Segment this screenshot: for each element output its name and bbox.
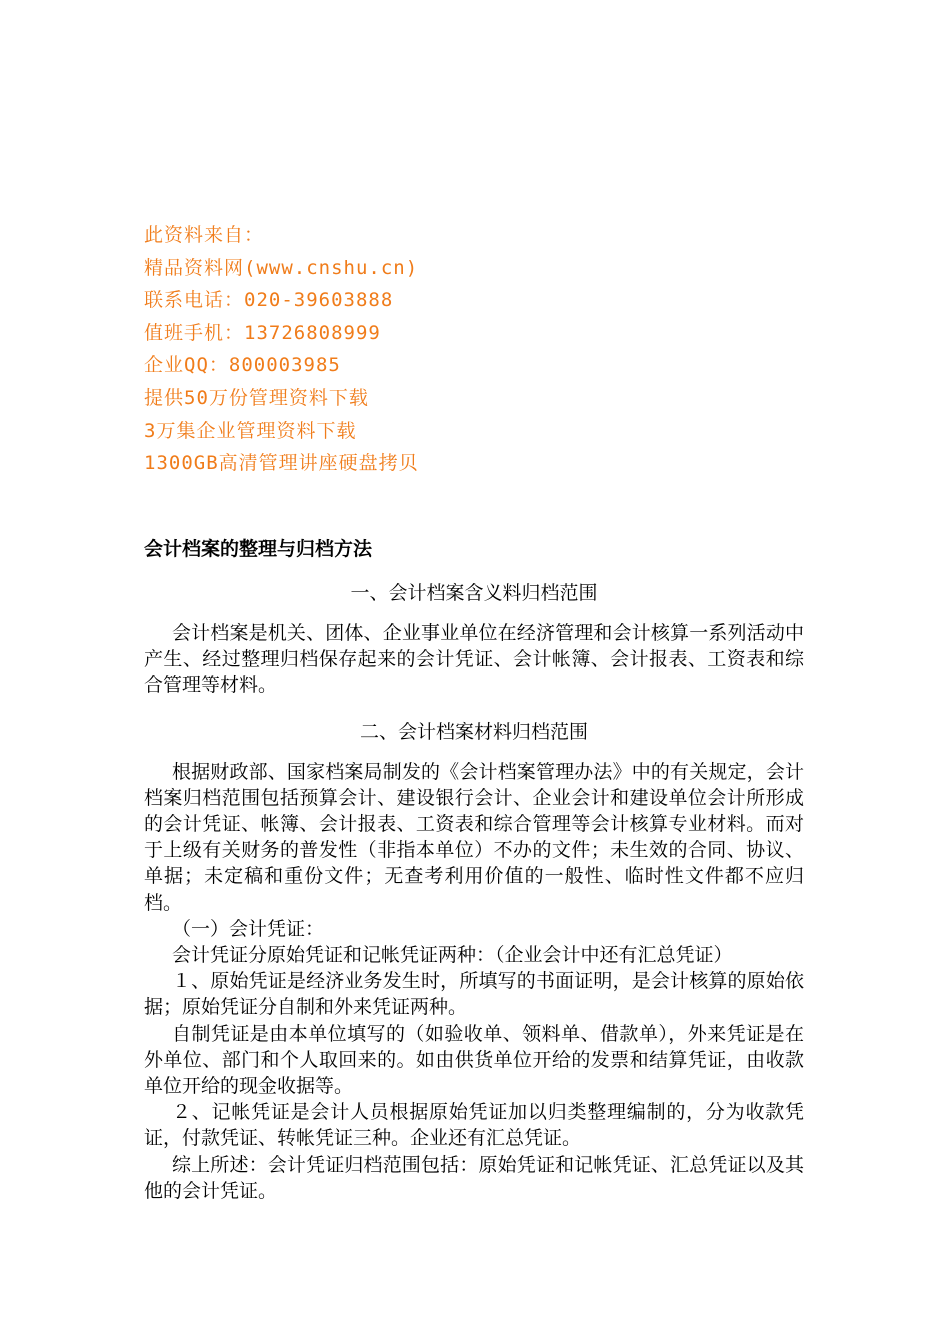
paragraph: ２、记帐凭证是会计人员根据原始凭证加以归类整理编制的，分为收款凭证，付款凭证、转帐凭证三种。企业还有汇总凭证。 xyxy=(144,1101,804,1150)
paragraph: 自制凭证是由本单位填写的（如验收单、领料单、借款单），外来凭证是在外单位、部门和个人取回来的。如由供货单位开给的发票和结算凭证，由收款单位开给的现金收据等。 xyxy=(144,1022,804,1098)
phone-line: 联系电话：020-39603888 xyxy=(144,289,394,312)
offer-line-2: 3万集企业管理资料下载 xyxy=(144,419,357,442)
paragraph: １、原始凭证是经济业务发生时，所填写的书面证明，是会计核算的原始依据；原始凭证分自制和外来凭证两种。 xyxy=(144,970,804,1019)
offer-line-3: 1300GB高清管理讲座硬盘拷贝 xyxy=(144,452,419,475)
website-line: 精品资料网(www.cnshu.cn) xyxy=(144,256,419,279)
paragraph: 综上所述：会计凭证归档范围包括：原始凭证和记帐凭证、汇总凭证以及其他的会计凭证。 xyxy=(144,1153,804,1202)
paragraph: 会计凭证分原始凭证和记帐凭证两种：（企业会计中还有汇总凭证） xyxy=(172,944,733,967)
source-line: 此资料来自： xyxy=(144,224,265,246)
paragraph: 会计档案是机关、团体、企业事业单位在经济管理和会计核算一系列活动中产生、经过整理归档保存起来的会计凭证、会计帐簿、会计报表、工资表和综合管理等材料。 xyxy=(144,622,804,697)
source-info-block xyxy=(144,219,644,480)
offer-line-1: 提供50万份管理资料下载 xyxy=(144,386,369,409)
section-heading-1: 一、会计档案含义料归档范围 xyxy=(350,582,598,604)
subsection-heading: （一）会计凭证： xyxy=(172,917,325,940)
section-heading-2: 二、会计档案材料归档范围 xyxy=(359,720,588,743)
mobile-line: 值班手机：13726808999 xyxy=(144,321,381,344)
paragraph: 根据财政部、国家档案局制发的《会计档案管理办法》中的有关规定，会计档案归档范围包括预算会计、建设银行会计、企业会计和建设单位会计所形成的会计凭证、帐簿、会计报表、工资表和综合管理等会计核算专业材料。而对于上级有关财务的普发性（非指本单位）不办的文件；未生效的合同、协议、单据；未定稿和重份文件；无查考利用价值的一般性、临时性文件都不应归档。 xyxy=(144,760,804,914)
document-body xyxy=(144,532,804,1204)
qq-line: 企业QQ：800003985 xyxy=(144,354,341,377)
document-title: 会计档案的整理与归档方法 xyxy=(144,538,373,560)
